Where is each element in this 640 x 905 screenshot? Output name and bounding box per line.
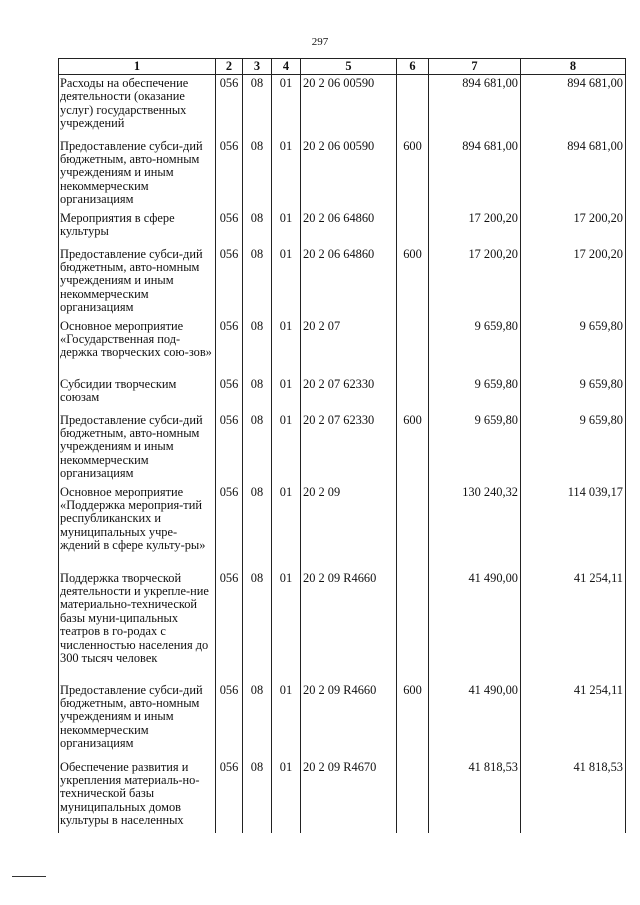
row-name: Субсидии творческим союзам — [59, 376, 216, 412]
table-row — [59, 412, 626, 484]
row-target-code: 20 2 09 — [301, 484, 397, 570]
row-subsection-code: 01 — [272, 318, 301, 376]
row-amount-8: 9 659,80 — [521, 412, 626, 484]
row-amount-7: 9 659,80 — [429, 412, 521, 484]
row-name: Поддержка творческой деятельности и укрепле-ние материально-технической базы муни-ципальных театров в го-родах с численностью населения до 300 тысяч человек — [59, 570, 216, 682]
table-row — [59, 210, 626, 246]
row-amount-8: 894 681,00 — [521, 138, 626, 210]
row-amount-8: 41 818,53 — [521, 759, 626, 833]
header-row — [59, 59, 626, 75]
budget-table — [58, 58, 626, 833]
row-section-code: 08 — [243, 412, 272, 484]
row-amount-8: 17 200,20 — [521, 210, 626, 246]
row-section-code: 08 — [243, 759, 272, 833]
row-target-code: 20 2 06 64860 — [301, 210, 397, 246]
row-expense-type: 600 — [397, 412, 429, 484]
page-number: 297 — [311, 36, 329, 48]
row-ministry-code: 056 — [216, 75, 243, 138]
row-subsection-code: 01 — [272, 138, 301, 210]
row-ministry-code: 056 — [216, 412, 243, 484]
table-row — [59, 570, 626, 682]
row-target-code: 20 2 07 — [301, 318, 397, 376]
row-ministry-code: 056 — [216, 138, 243, 210]
row-name: Расходы на обеспечение деятельности (оказание услуг) государственных учреждений — [59, 75, 216, 138]
row-target-code: 20 2 07 62330 — [301, 412, 397, 484]
row-subsection-code: 01 — [272, 246, 301, 318]
row-amount-8: 9 659,80 — [521, 318, 626, 376]
row-name: Предоставление субси-дий бюджетным, авто-номным учреждениям и иным некоммерческим организациям — [59, 412, 216, 484]
row-expense-type: 600 — [397, 138, 429, 210]
header-col-2: 2 — [216, 59, 243, 75]
row-ministry-code: 056 — [216, 484, 243, 570]
table-row — [59, 75, 626, 138]
row-ministry-code: 056 — [216, 318, 243, 376]
row-expense-type — [397, 318, 429, 376]
row-target-code: 20 2 09 R4660 — [301, 570, 397, 682]
row-amount-8: 114 039,17 — [521, 484, 626, 570]
row-amount-8: 41 254,11 — [521, 682, 626, 759]
table-row — [59, 376, 626, 412]
row-subsection-code: 01 — [272, 376, 301, 412]
row-expense-type — [397, 75, 429, 138]
row-target-code: 20 2 06 64860 — [301, 246, 397, 318]
table-row — [59, 318, 626, 376]
row-section-code: 08 — [243, 376, 272, 412]
header-col-8: 8 — [521, 59, 626, 75]
row-section-code: 08 — [243, 682, 272, 759]
row-amount-7: 17 200,20 — [429, 246, 521, 318]
header-col-5: 5 — [301, 59, 397, 75]
row-ministry-code: 056 — [216, 759, 243, 833]
row-subsection-code: 01 — [272, 484, 301, 570]
row-name: Основное мероприятие «Поддержка мероприя-тий республиканских и муниципальных учре-ждений в сфере культу-ры» — [59, 484, 216, 570]
row-target-code: 20 2 09 R4660 — [301, 682, 397, 759]
footnote-divider — [12, 876, 46, 877]
header-col-6: 6 — [397, 59, 429, 75]
table-row — [59, 682, 626, 759]
row-ministry-code: 056 — [216, 376, 243, 412]
row-expense-type — [397, 210, 429, 246]
table-row — [59, 138, 626, 210]
row-expense-type: 600 — [397, 246, 429, 318]
table-row — [59, 759, 626, 833]
row-name: Мероприятия в сфере культуры — [59, 210, 216, 246]
row-amount-7: 41 490,00 — [429, 682, 521, 759]
row-ministry-code: 056 — [216, 682, 243, 759]
row-subsection-code: 01 — [272, 210, 301, 246]
row-target-code: 20 2 06 00590 — [301, 138, 397, 210]
table-row — [59, 246, 626, 318]
row-expense-type — [397, 484, 429, 570]
header-col-1: 1 — [59, 59, 216, 75]
row-section-code: 08 — [243, 318, 272, 376]
row-name: Основное мероприятие «Государственная под-держка творческих сою-зов» — [59, 318, 216, 376]
row-amount-7: 894 681,00 — [429, 75, 521, 138]
row-target-code: 20 2 07 62330 — [301, 376, 397, 412]
budget-table-container — [58, 58, 625, 837]
row-expense-type: 600 — [397, 682, 429, 759]
table-row — [59, 484, 626, 570]
row-section-code: 08 — [243, 570, 272, 682]
row-name: Предоставление субси-дий бюджетным, авто-номным учреждениям и иным некоммерческим организациям — [59, 246, 216, 318]
row-expense-type — [397, 759, 429, 833]
row-expense-type — [397, 570, 429, 682]
row-ministry-code: 056 — [216, 246, 243, 318]
row-ministry-code: 056 — [216, 210, 243, 246]
row-amount-7: 9 659,80 — [429, 318, 521, 376]
row-section-code: 08 — [243, 75, 272, 138]
row-amount-7: 130 240,32 — [429, 484, 521, 570]
row-expense-type — [397, 376, 429, 412]
header-col-3: 3 — [243, 59, 272, 75]
row-target-code: 20 2 09 R4670 — [301, 759, 397, 833]
row-amount-8: 41 254,11 — [521, 570, 626, 682]
row-name: Предоставление субси-дий бюджетным, авто-номным учреждениям и иным некоммерческим организациям — [59, 138, 216, 210]
header-col-7: 7 — [429, 59, 521, 75]
row-section-code: 08 — [243, 246, 272, 318]
row-ministry-code: 056 — [216, 570, 243, 682]
row-amount-7: 9 659,80 — [429, 376, 521, 412]
row-subsection-code: 01 — [272, 682, 301, 759]
row-name: Предоставление субси-дий бюджетным, авто-номным учреждениям и иным некоммерческим организациям — [59, 682, 216, 759]
row-amount-7: 41 818,53 — [429, 759, 521, 833]
row-amount-7: 894 681,00 — [429, 138, 521, 210]
row-amount-8: 17 200,20 — [521, 246, 626, 318]
row-subsection-code: 01 — [272, 412, 301, 484]
row-amount-8: 894 681,00 — [521, 75, 626, 138]
row-subsection-code: 01 — [272, 759, 301, 833]
row-name: Обеспечение развития и укрепления материаль-но-технической базы муниципальных домов культуры в населенных — [59, 759, 216, 833]
row-amount-7: 41 490,00 — [429, 570, 521, 682]
header-col-4: 4 — [272, 59, 301, 75]
row-subsection-code: 01 — [272, 570, 301, 682]
row-subsection-code: 01 — [272, 75, 301, 138]
row-target-code: 20 2 06 00590 — [301, 75, 397, 138]
row-section-code: 08 — [243, 484, 272, 570]
row-amount-8: 9 659,80 — [521, 376, 626, 412]
row-amount-7: 17 200,20 — [429, 210, 521, 246]
row-section-code: 08 — [243, 138, 272, 210]
row-section-code: 08 — [243, 210, 272, 246]
